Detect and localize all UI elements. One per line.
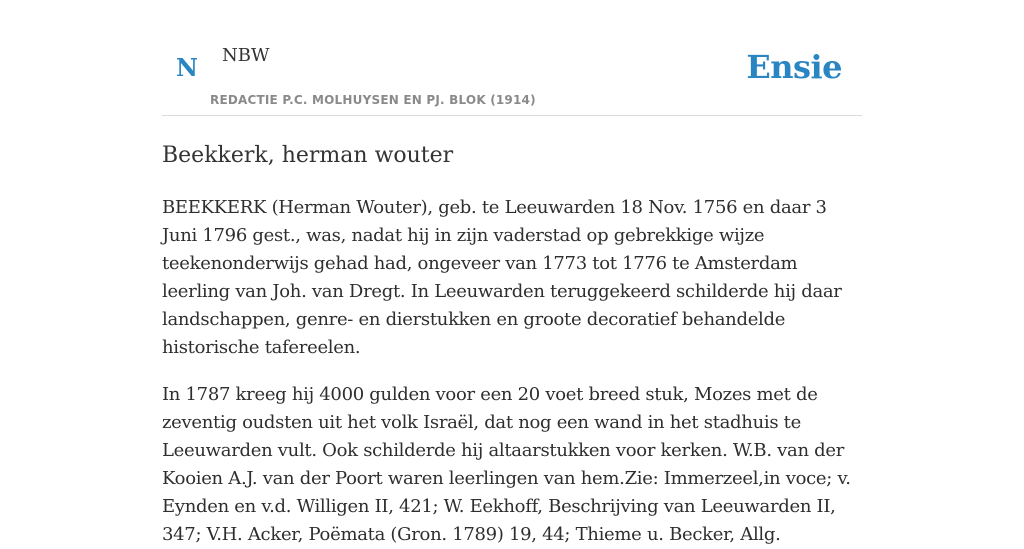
brand-logo[interactable]: Ensie	[746, 48, 842, 86]
source-logo[interactable]: N	[176, 53, 198, 82]
article-paragraph: In 1787 kreeg hij 4000 gulden voor een 20 voet breed stuk, Mozes met de zeventig oudsten uit het volk Israël, dat nog een wand in het stadhuis te Leeuwarden vult. Ook schilderde hij altaarstukken voor kerken. W.B. van der Kooien A.J. van der Poort waren leerlingen van hem.Zie: Immerzeel,in voce; v. Eynden en v.d. Willigen II, 421; W. Eekhoff, Beschrijving van Leeuwarden II, 347; V.H. Acker, Poëmata (Gron. 1789) 19, 44; Thieme u. Becker, Allg.	[162, 384, 851, 545]
page-title: Beekkerk, herman wouter	[162, 143, 454, 168]
article-body	[162, 194, 862, 549]
source-name[interactable]: NBW	[222, 45, 270, 66]
page	[162, 0, 862, 545]
article-paragraph: BEEKKERK (Herman Wouter), geb. te Leeuwarden 18 Nov. 1756 en daar 3 Juni 1796 gest., was, nadat hij in zijn vaderstad op gebrekkige wijze teekenonderwijs gehad had, ongeveer van 1773 tot 1776 te Amsterdam leerling van Joh. van Dregt. In Leeuwarden teruggekeerd schilderde hij daar landschappen, genre- en dierstukken en groote decoratief behandelde historische tafereelen.	[162, 197, 842, 358]
source-header	[162, 0, 862, 116]
source-editor: REDACTIE P.C. MOLHUYSEN EN PJ. BLOK (1914)	[210, 93, 536, 107]
